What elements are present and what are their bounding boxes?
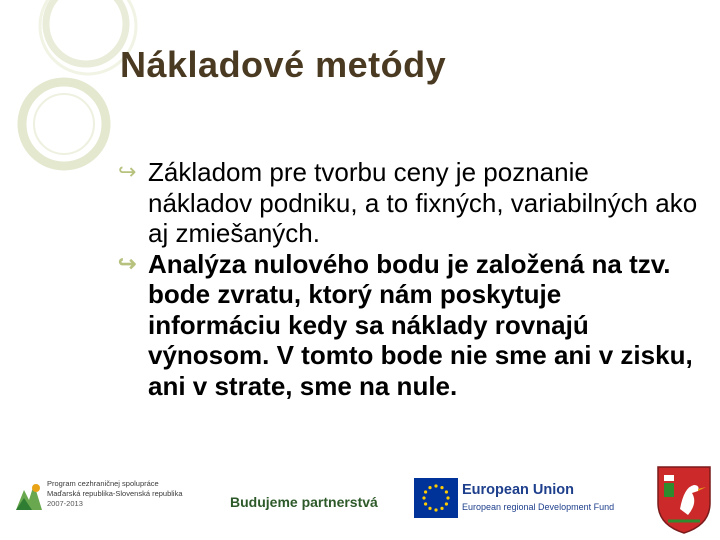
program-line: Program cezhraničnej spolupráce	[47, 479, 159, 488]
eu-title: European Union	[462, 482, 574, 498]
bullet-item	[118, 249, 698, 402]
bullet-item	[118, 157, 698, 249]
eu-flag-icon	[414, 478, 458, 518]
program-logo-icon	[12, 476, 46, 518]
town-crest-icon	[654, 463, 714, 535]
program-text	[47, 479, 183, 509]
bullet-text: Základom pre tvorbu ceny je poznanie nákladov podniku, a to fixných, variabilných ako aj zmiešaných.	[148, 157, 698, 248]
program-years: 2007-2013	[47, 499, 83, 508]
slide-body	[118, 157, 698, 401]
slogan-text: Budujeme partnerstvá	[230, 494, 378, 510]
bullet-text: Analýza nulového bodu je založená na tzv. bode zvratu, ktorý nám poskytuje informáciu kedy sa náklady rovnajú výnosom. V tomto bode nie sme ani v zisku, ani v strate, sme na nule.	[148, 248, 693, 401]
eu-subtitle: European regional Development Fund	[462, 502, 615, 512]
curved-arrow-bullet-icon: ↪	[118, 159, 137, 184]
curved-arrow-bullet-icon: ↪	[118, 250, 137, 276]
slide-title: Nákladové metódy	[120, 44, 447, 85]
program-line: Maďarská republika-Slovenská republika	[47, 489, 183, 498]
